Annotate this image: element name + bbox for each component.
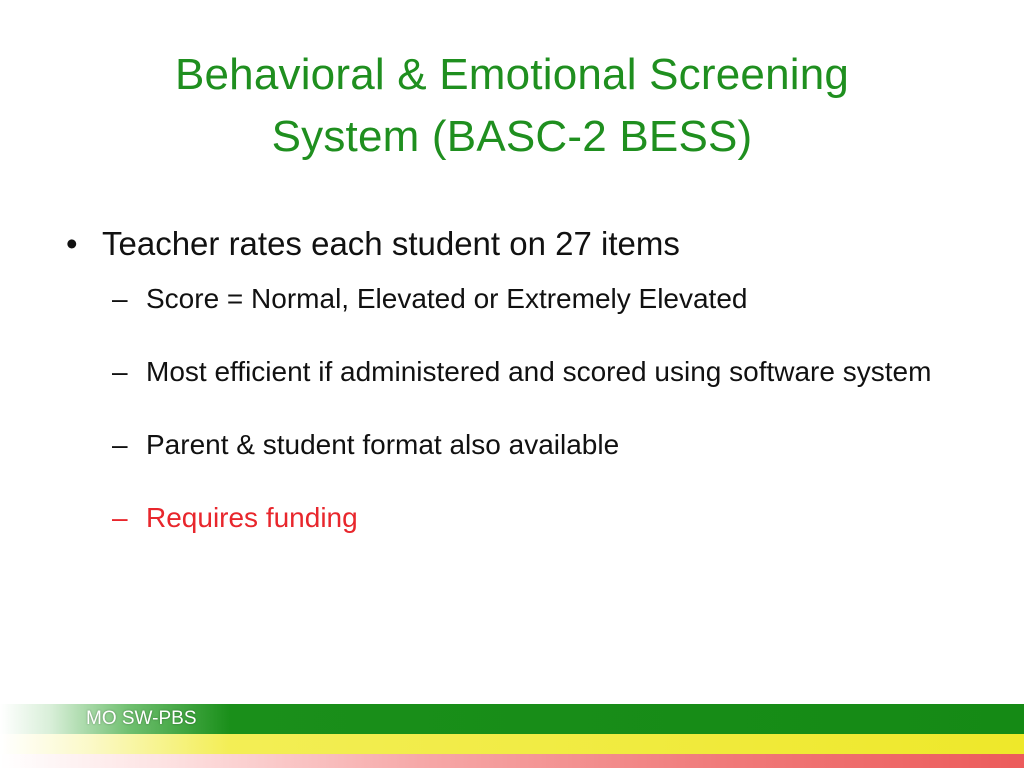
title-line-1: Behavioral & Emotional Screening xyxy=(174,50,850,99)
sub-bullet-software xyxy=(60,349,960,395)
sub-bullet-text: Score = Normal, Elevated or Extremely Elevated xyxy=(146,283,748,314)
footer-yellow-stripe xyxy=(0,734,1024,754)
footer-red-stripe xyxy=(0,754,1024,768)
slide-body xyxy=(60,222,960,568)
sub-bullet-text: Most efficient if administered and scored using software system xyxy=(146,356,932,387)
dash-marker: – xyxy=(112,283,128,314)
footer-label: MO SW-PBS xyxy=(86,708,197,729)
sub-bullet-parent-student xyxy=(60,422,960,468)
sub-bullet-text: Parent & student format also available xyxy=(146,429,620,460)
dash-marker: – xyxy=(112,429,128,460)
dash-marker: – xyxy=(112,502,128,533)
bullet-main xyxy=(60,222,960,266)
bullet-marker: • xyxy=(66,225,78,262)
sub-bullet-funding xyxy=(60,495,960,541)
title-line-2: System (BASC-2 BESS) xyxy=(271,112,753,161)
dash-marker: – xyxy=(112,356,128,387)
bullet-main-text: Teacher rates each student on 27 items xyxy=(102,225,680,262)
slide-title xyxy=(60,44,964,168)
sub-bullet-score xyxy=(60,276,960,322)
footer-band xyxy=(0,704,1024,768)
sub-bullet-text: Requires funding xyxy=(146,502,358,533)
